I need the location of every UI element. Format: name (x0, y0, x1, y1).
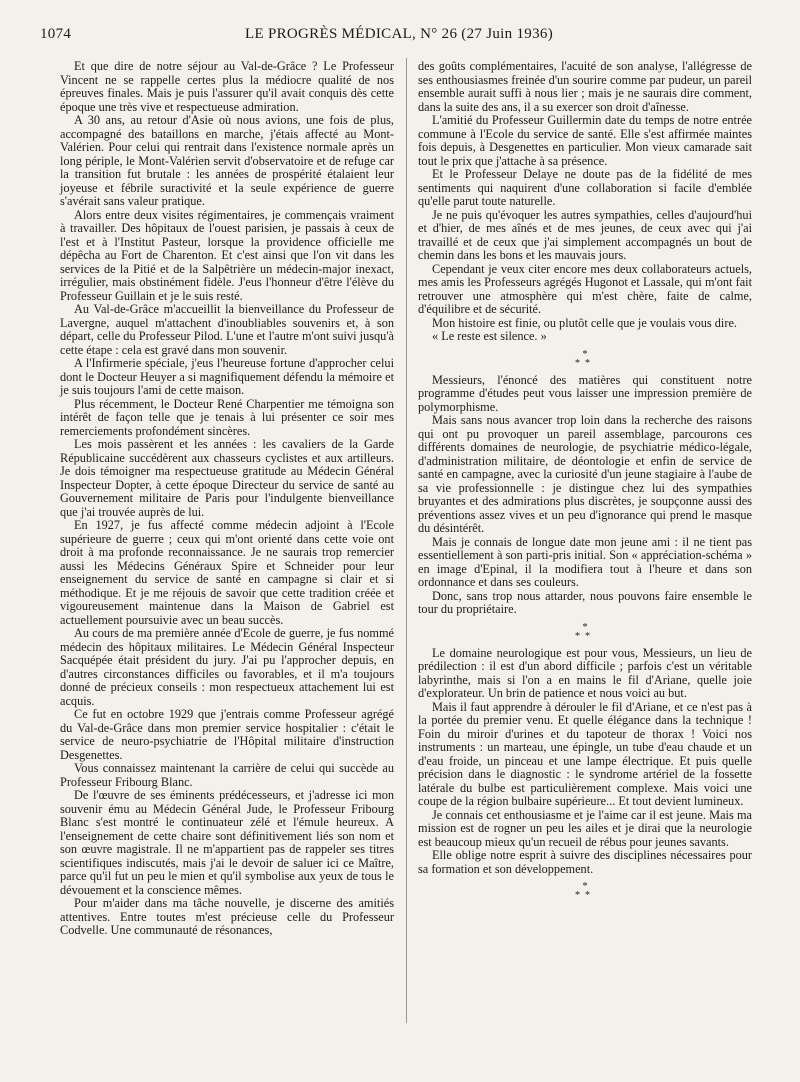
paragraph: Ce fut en octobre 1929 que j'entrais comme Professeur agrégé du Val-de-Grâce dans mon premier service hospitalier : c'était le service de neuro-psychiatrie de l'Hôpital militaire d'instruction Desgenettes. (60, 707, 394, 762)
paragraph: En 1927, je fus affecté comme médecin adjoint à l'Ecole supérieure de guerre ; ceux qui m'ont orienté dans cette voie ont droit à ma profonde reconnaissance. Je ne saurais trop remercier aussi les Médecins Généraux Spire et Schneider pour leur enseignement du service de santé en campagne si clair et si méthodique. Et je me réjouis de savoir que cette tradition créée et vigoureusement maintenue dans la Maison de Gabriel est actuellement poursuivie avec un beau succès. (60, 518, 394, 627)
paragraph: Mon histoire est finie, ou plutôt celle que je voulais vous dire. (432, 315, 737, 330)
paragraph: Au cours de ma première année d'Ecole de guerre, je fus nommé médecin des hôpitaux militaires. Le Médecin Général Inspecteur Sacquépée était président du jury. J'ai pu l'approcher depuis, en d'autres circonstances difficiles ou favorables, et il m'a toujours donné de précieux conseils : mon respectueux attachement lui est acquis. (60, 626, 394, 708)
paragraph: Et le Professeur Delaye ne doute pas de la fidélité de mes sentiments qui naquirent d'une collaboration si facile d'emblée qu'elle parut toute naturelle. (418, 167, 752, 208)
paragraph: Alors entre deux visites régimentaires, je commençais vraiment à travailler. Des hôpitaux de l'ouest parisien, je passais à ceux de l'est et à l'Institut Pasteur, lorsque la providence officielle me dépêcha au Fort de Charenton. Et c'est ainsi que l'on vit dans les services de la Pitié et de la Salpêtrière un médecin-major inexact, irrégulier, mais obstinément fidèle. J'eus l'honneur d'être l'élève du Professeur Guillain et je le suis resté. (60, 207, 394, 303)
paragraph: Je ne puis qu'évoquer les autres sympathies, celles d'aujourd'hui et d'hier, de mes aînés et de mes jeunes, de ceux avec qui j'ai travaillé et de ceux que j'ai simplement accompagnés un bout de chemin dans les bons et les mauvais jours. (418, 207, 752, 262)
paragraph: Donc, sans trop nous attarder, nous pouvons faire ensemble le tour du propriétaire. (418, 588, 752, 616)
paragraph: Plus récemment, le Docteur René Charpentier me témoigna son intérêt de façon telle que je tenais à lui présenter ce soir mes remerciements profondément sincères. (60, 396, 394, 438)
paragraph: De l'œuvre de ses éminents prédécesseurs, et j'adresse ici mon souvenir ému au Médecin Général Jude, le Professeur Fribourg Blanc s'est montré le continuateur zélé et l'émule heureux. A l'enseignement de cette chaire sont définitivement liés son nom et son œuvre magistrale. Il ne m'appartient pas de rappeler ses titres scientifiques indiscutés, mais j'ai le devoir de saluer ici ce Maître, parce qu'il fut un peu le mien et qu'il symbolise aux yeux de tous le dévouement et la conscience mêmes. (60, 788, 394, 897)
section-separator (418, 882, 752, 900)
paragraph: L'amitié du Professeur Guillermin date du temps de notre entrée commune à l'Ecole du service de santé. Elle s'est affirmée maintes fois depuis, à Desgenettes en particulier. Mon vieux camarade sait tout le prix que j'attache à sa présence. (418, 113, 752, 168)
paragraph: Vous connaissez maintenant la carrière de celui qui succède au Professeur Fribourg Blanc. (60, 761, 394, 789)
separator-star: * (582, 881, 588, 892)
paragraph: Elle oblige notre esprit à suivre des disciplines nécessaires pour sa formation et son développement. (418, 848, 752, 876)
paragraph: Les mois passèrent et les années : les cavaliers de la Garde Républicaine succédèrent aux chasseurs cyclistes et aux artilleurs. Je dois témoigner ma respectueuse gratitude au Médecin Général Inspecteur Dopter, à cette époque Directeur du service de santé au Gouvernement militaire de Paris pour l'indulgente bienveillance que j'ai trouvée auprès de lui. (60, 437, 394, 519)
paragraph: A 30 ans, au retour d'Asie où nous avions, une fois de plus, accompagné des bataillons en marche, j'étais affecté au Mont-Valérien. Pour celui qui rentrait dans l'existence normale après un long périple, le Mont-Valérien servit d'observatoire et de refuge car la transition fut brutale : les années de prospérité étalaient leur joyeuse et fébrile suractivité et la seule expérience de guerre s'avérait sans valeur pratique. (60, 113, 394, 208)
left-column (60, 60, 394, 938)
paragraph: Messieurs, l'énoncé des matières qui constituent notre programme d'études peut vous laisser une impression première de polymorphisme. (418, 372, 752, 414)
paragraph: des goûts complémentaires, l'acuité de son analyse, l'allégresse de ses enthousiasmes freinée d'un sourire comme par pudeur, un pareil ensemble aurait suffi à nous lier ; mais je ne saurais dire comment, dans la suite des ans, il a su exercer son droit d'aînesse. (418, 59, 752, 114)
paragraph: Pour m'aider dans ma tâche nouvelle, je discerne des amitiés attentives. Entre toutes m'est précieuse celle du Professeur Codvelle. Une communauté de résonances, (60, 896, 394, 937)
paragraph: Mais sans nous avancer trop loin dans la recherche des raisons qui ont pu provoquer un pareil assemblage, parcourons ces différents domaines de neurologie, de psychiatrie médico-légale, d'administration militaire, de déontologie et enfin de service de santé en campagne, avec la curiosité d'un jeune stagiaire à l'aube de sa vie professionnelle : je distingue chez lui des sympathies bruyantes et des admirations plus discrètes, je soupçonne aussi des préventions assez vives et un peu d'ignorance qui prend le masque du désintérêt. (418, 413, 752, 535)
separator-star: * (582, 621, 588, 633)
separator-stars: ** (575, 630, 595, 642)
running-title: LE PROGRÈS MÉDICAL, N° 26 (27 Juin 1936) (244, 26, 553, 42)
paragraph: Et que dire de notre séjour au Val-de-Grâce ? Le Professeur Vincent ne se rappelle certes plus la médiocre qualité de nos épreuves finales. Mais je puis l'assurer qu'il avait conquis dès cette époque une très vive et respectueuse admiration. (60, 59, 394, 114)
paragraph: Au Val-de-Grâce m'accueillit la bienveillance du Professeur de Lavergne, auquel m'attachent d'inoubliables souvenirs et, à son départ, celle du Professeur Pilod. L'une et l'autre m'ont suivi jusqu'à cette étape : cela est gravé dans mon souvenir. (60, 302, 394, 357)
separator-star: * (582, 348, 588, 360)
page-number: 1074 (40, 26, 72, 42)
separator-stars: ** (575, 890, 595, 901)
paragraph: Je connais cet enthousiasme et je l'aime car il est jeune. Mais ma mission est de rogner un peu les ailes et je dirai que la neurologie est beaucoup mieux qu'un recueil de rébus pour jeunes savants. (418, 807, 752, 849)
running-header (40, 26, 758, 46)
paragraph: Mais je connais de longue date mon jeune ami : il ne tient pas essentiellement à son parti-pris initial. Son « appréciation-schéma » en image d'Epinal, il la modifiera tout à l'heure et dans son ordonnance et dans ses couleurs. (418, 534, 752, 589)
right-column (418, 60, 752, 906)
paragraph: Le domaine neurologique est pour vous, Messieurs, un lieu de prédilection : il est d'un abord difficile ; parfois c'est un véritable labyrinthe, mais si l'on a en mains le fil d'Ariane, quelle joie d'explorateur. Un brin de patience et nous voici au but. (418, 645, 752, 700)
separator-stars: ** (575, 357, 595, 369)
paragraph: Cependant je veux citer encore mes deux collaborateurs actuels, mes amis les Professeurs agrégés Hugonot et Lassale, qui m'ont fait retrouver une atmosphère qui m'est chère, faite de calme, d'équilibre et de sécurité. (418, 261, 752, 316)
paragraph: A l'Infirmerie spéciale, j'eus l'heureuse fortune d'approcher celui dont le Docteur Heuyer a si magnifiquement défendu la mémoire et je suis toujours l'ami de cette maison. (60, 356, 394, 397)
section-separator (418, 623, 752, 641)
paragraph: Mais il faut apprendre à dérouler le fil d'Ariane, et ce n'est pas à la portée du premier venu. Et quelle élégance dans la technique ! Foin du miroir d'urines et du tapoteur de thorax ! Voici nos instruments : un marteau, une épingle, un tube d'eau chaude et un d'eau froide, un pinceau et une lampe électrique. Et puis quelle précision dans le diagnostic : le syndrome artériel de la fossette latérale du bulbe est particulièrement complexe. Mais voici une coupe de la région bulbaire supérieure... Et tout devient lumineux. (418, 699, 752, 808)
section-separator (418, 350, 752, 368)
column-divider (406, 58, 407, 1023)
quotation: « Le reste est silence. » (432, 329, 547, 343)
